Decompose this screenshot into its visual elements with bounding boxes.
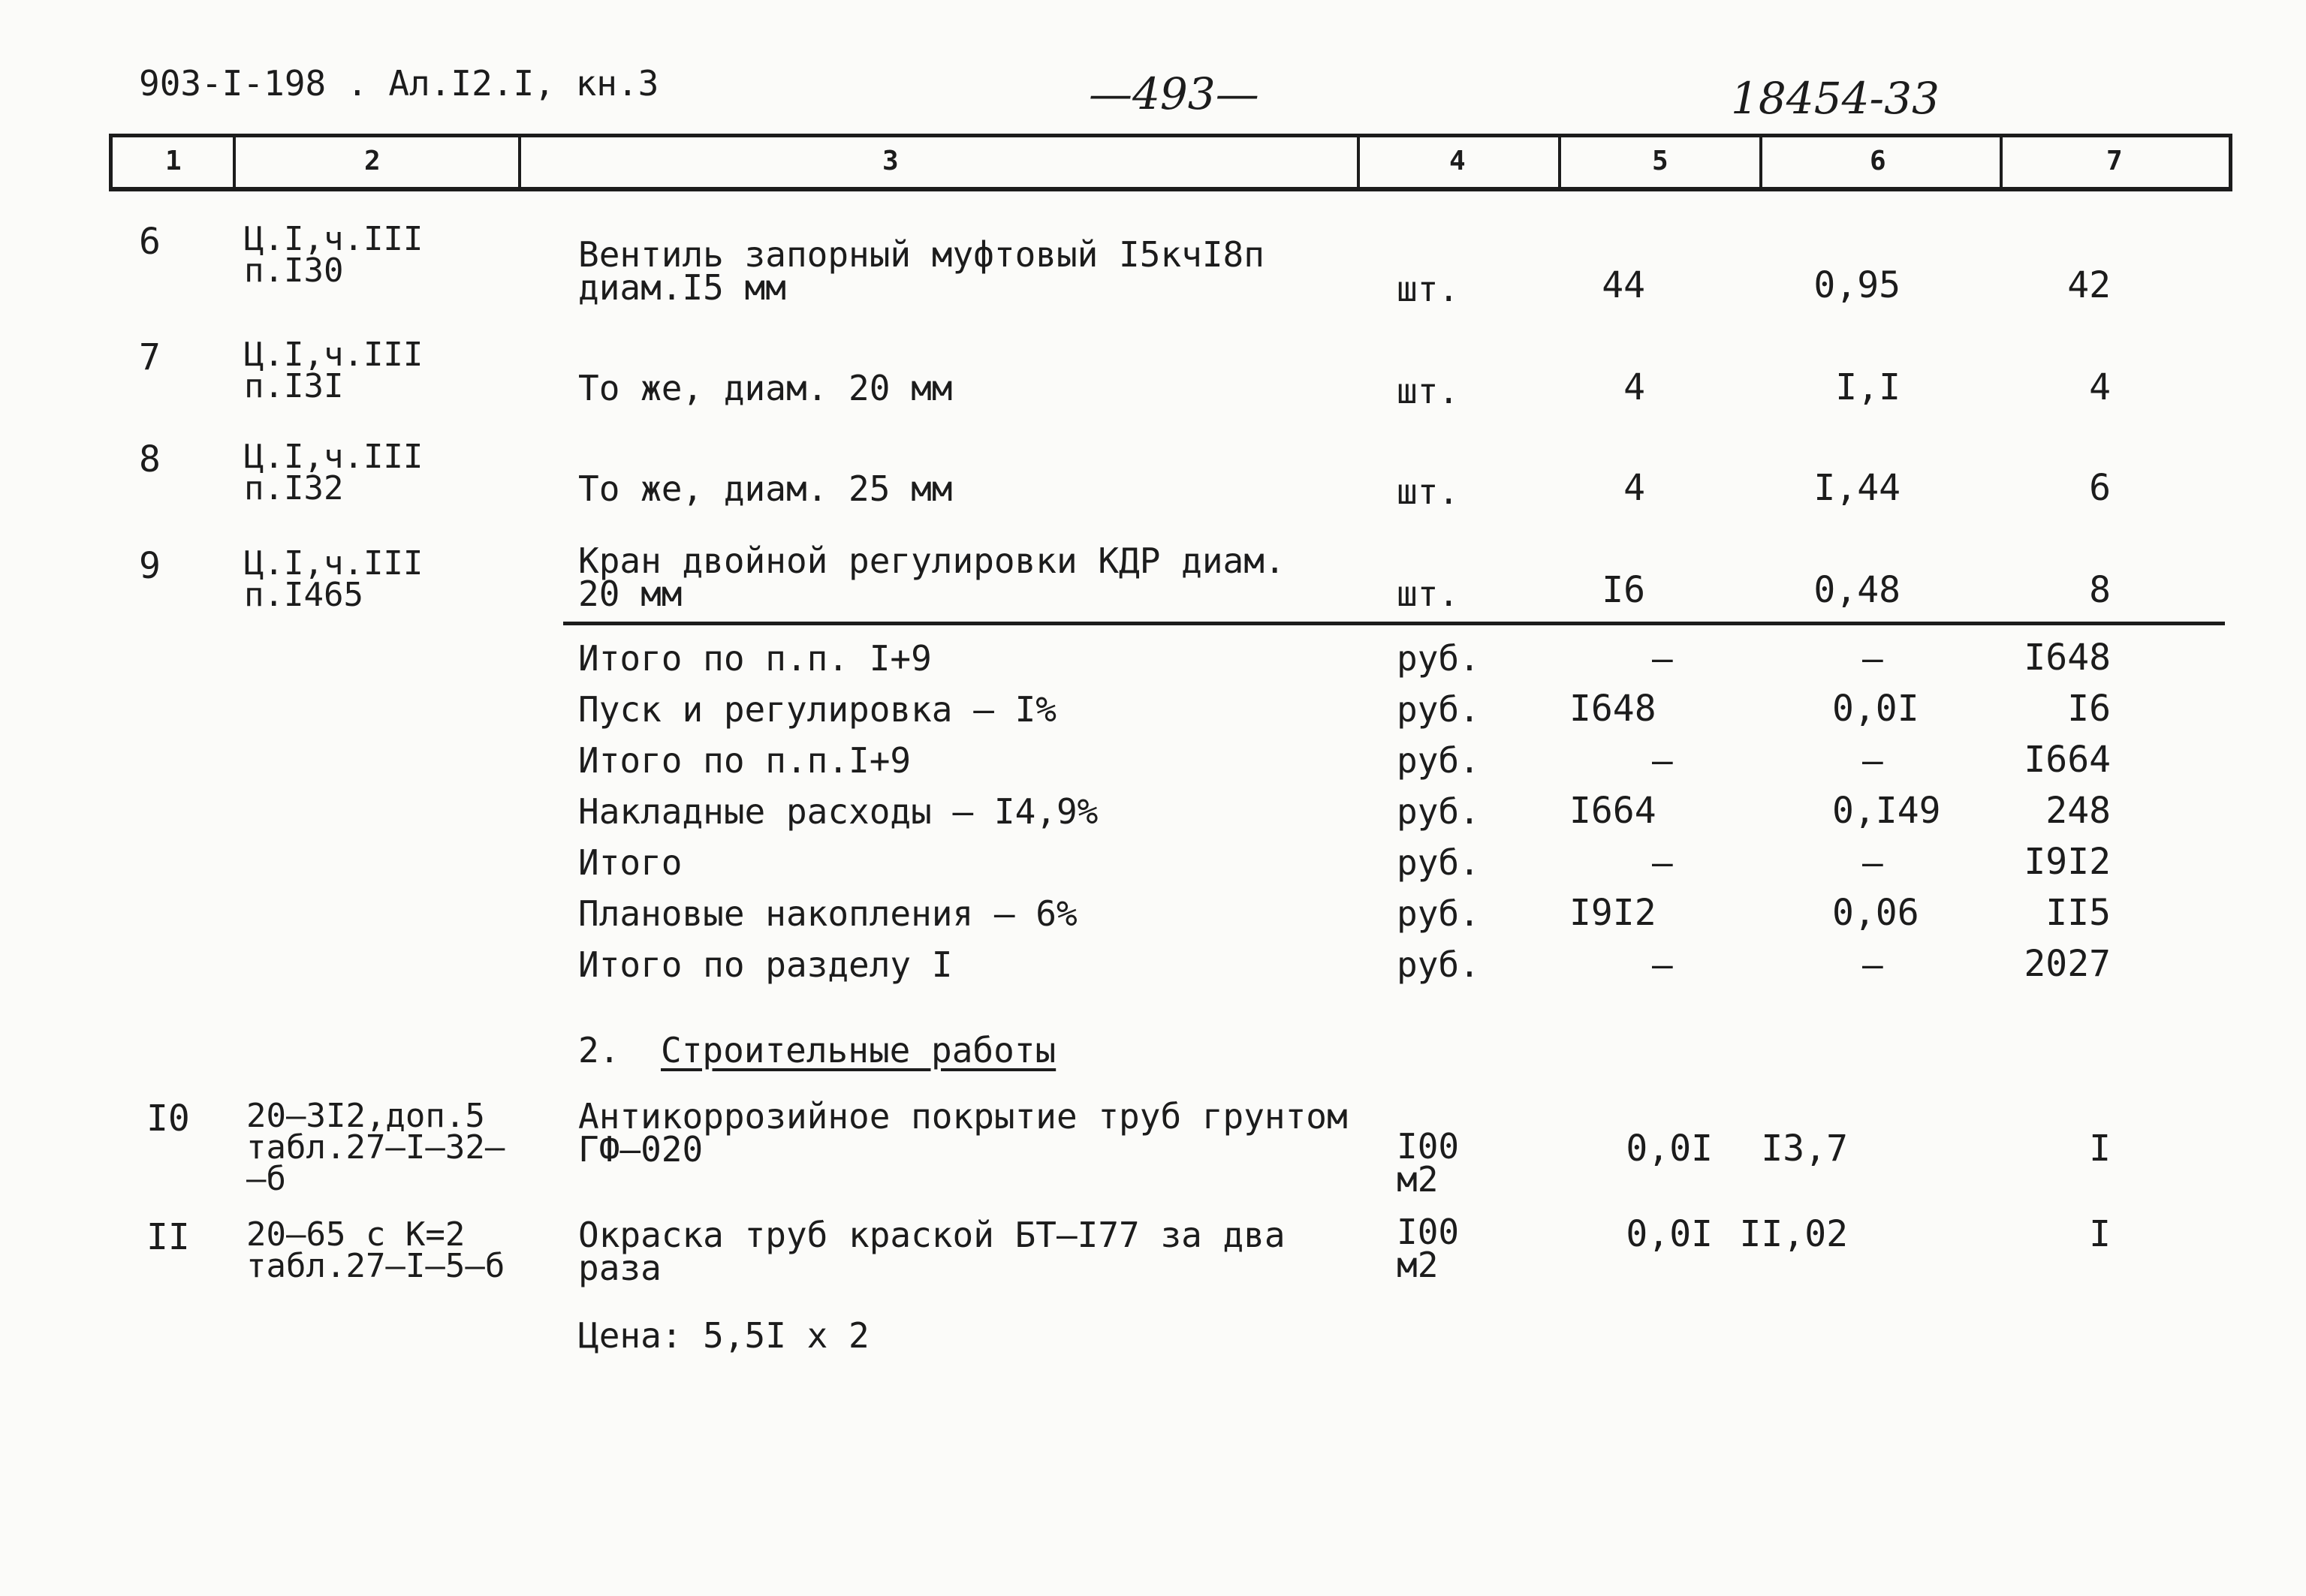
summary-label: Накладные расходы – I4,9% — [578, 791, 1099, 832]
summary-value: I9I2 — [2024, 841, 2111, 883]
summary-base: I648 — [1569, 688, 1656, 730]
item-description: Окраска труб краской БТ–I77 за два раза — [578, 1215, 1286, 1288]
column-header-box — [109, 134, 2232, 191]
summary-base: – — [1652, 638, 1673, 679]
summary-base: I9I2 — [1569, 892, 1656, 934]
item-description: То же, диам. 25 мм — [578, 468, 953, 509]
section-title: Строительные работы — [661, 1030, 1057, 1071]
item-description: Кран двойной регулировки КДР диам. 20 мм — [578, 541, 1286, 614]
summary-value: 248 — [2045, 790, 2111, 832]
row-number: 9 — [139, 545, 161, 587]
summary-divider — [563, 622, 2225, 625]
summary-base: I664 — [1569, 790, 1656, 832]
price-reference: 20–3I2,доп.5 табл.27–I–32– –б — [246, 1097, 505, 1198]
unit: I00 м2 — [1397, 1212, 1460, 1285]
summary-rate: – — [1862, 842, 1883, 883]
summary-value: 2027 — [2024, 943, 2111, 985]
unit-price: I,44 — [1813, 467, 1901, 509]
price-reference: Ц.I,ч.III п.I30 — [244, 220, 424, 290]
unit-price: I,I — [1835, 366, 1901, 408]
summary-value: I648 — [2024, 637, 2111, 679]
summary-value: I6 — [2067, 688, 2111, 730]
row-total: I — [2089, 1213, 2111, 1255]
quantity: 4 — [1623, 467, 1645, 509]
item-description: Вентиль запорный муфтовый I5кчI8п диам.I5 мм — [578, 234, 1265, 308]
summary-label: Итого — [578, 842, 683, 883]
summary-label: Плановые накопления – 6% — [578, 893, 1078, 934]
summary-base: – — [1652, 944, 1673, 985]
quantity: I6 — [1602, 569, 1645, 611]
unit: I00 м2 — [1397, 1126, 1460, 1200]
summary-unit: руб. — [1397, 893, 1480, 934]
price-reference: Ц.I,ч.III п.I3I — [244, 336, 424, 405]
quantity: 0,0I — [1626, 1213, 1713, 1255]
summary-unit: руб. — [1397, 791, 1480, 832]
column-number-3: 3 — [882, 146, 899, 176]
summary-label: Итого по п.п.I+9 — [578, 740, 912, 781]
summary-base: – — [1652, 740, 1673, 781]
summary-rate: 0,I49 — [1832, 790, 1941, 832]
summary-rate: 0,0I — [1832, 688, 1919, 730]
summary-unit: руб. — [1397, 638, 1480, 679]
row-number: I0 — [146, 1098, 190, 1140]
price-reference: Ц.I,ч.III п.I32 — [244, 438, 424, 507]
price-note: Цена: 5,5I х 2 — [578, 1315, 870, 1356]
summary-unit: руб. — [1397, 944, 1480, 985]
row-number: 8 — [139, 438, 161, 480]
row-total: 42 — [2067, 264, 2111, 306]
quantity: 0,0I — [1626, 1128, 1713, 1170]
unit-price: 0,48 — [1813, 569, 1901, 611]
summary-rate: – — [1862, 740, 1883, 781]
price-reference: 20–65 с К=2 табл.27–I–5–б — [246, 1215, 505, 1285]
summary-unit: руб. — [1397, 740, 1480, 781]
row-number: II — [146, 1216, 190, 1258]
summary-label: Итого по п.п. I+9 — [578, 638, 932, 679]
column-number-5: 5 — [1652, 146, 1668, 176]
unit-price: 0,95 — [1813, 264, 1901, 306]
unit-price: II,02 — [1739, 1213, 1848, 1255]
summary-base: – — [1652, 842, 1673, 883]
summary-rate: – — [1862, 638, 1883, 679]
column-number-2: 2 — [364, 146, 381, 176]
summary-value: I664 — [2024, 739, 2111, 781]
document-reference: 903-I-198 . Ал.I2.I, кн.3 — [139, 63, 659, 104]
item-description: То же, диам. 20 мм — [578, 368, 953, 408]
unit: шт. — [1397, 471, 1460, 512]
page-number: —493— — [1089, 68, 1259, 119]
summary-rate: 0,06 — [1832, 892, 1919, 934]
document-code: 18454-33 — [1731, 73, 1940, 124]
column-number-4: 4 — [1449, 146, 1466, 176]
summary-rate: – — [1862, 944, 1883, 985]
quantity: 44 — [1602, 264, 1645, 306]
unit: шт. — [1397, 574, 1460, 614]
item-description: Антикоррозийное покрытие труб грунтом ГФ–020 — [578, 1096, 1348, 1170]
row-number: 6 — [139, 221, 161, 263]
row-total: I — [2089, 1128, 2111, 1170]
summary-unit: руб. — [1397, 689, 1480, 730]
row-total: 4 — [2089, 366, 2111, 408]
price-reference: Ц.I,ч.III п.I465 — [244, 544, 424, 614]
summary-label: Итого по разделу I — [578, 944, 953, 985]
section-number: 2. — [578, 1030, 620, 1071]
summary-unit: руб. — [1397, 842, 1480, 883]
column-number-6: 6 — [1870, 146, 1886, 176]
unit: шт. — [1397, 371, 1460, 411]
summary-label: Пуск и регулировка – I% — [578, 689, 1057, 730]
row-total: 8 — [2089, 569, 2111, 611]
column-number-1: 1 — [165, 146, 182, 176]
row-number: 7 — [139, 336, 161, 378]
row-total: 6 — [2089, 467, 2111, 509]
unit-price: I3,7 — [1761, 1128, 1848, 1170]
summary-value: II5 — [2045, 892, 2111, 934]
unit: шт. — [1397, 269, 1460, 309]
column-number-7: 7 — [2106, 146, 2123, 176]
quantity: 4 — [1623, 366, 1645, 408]
